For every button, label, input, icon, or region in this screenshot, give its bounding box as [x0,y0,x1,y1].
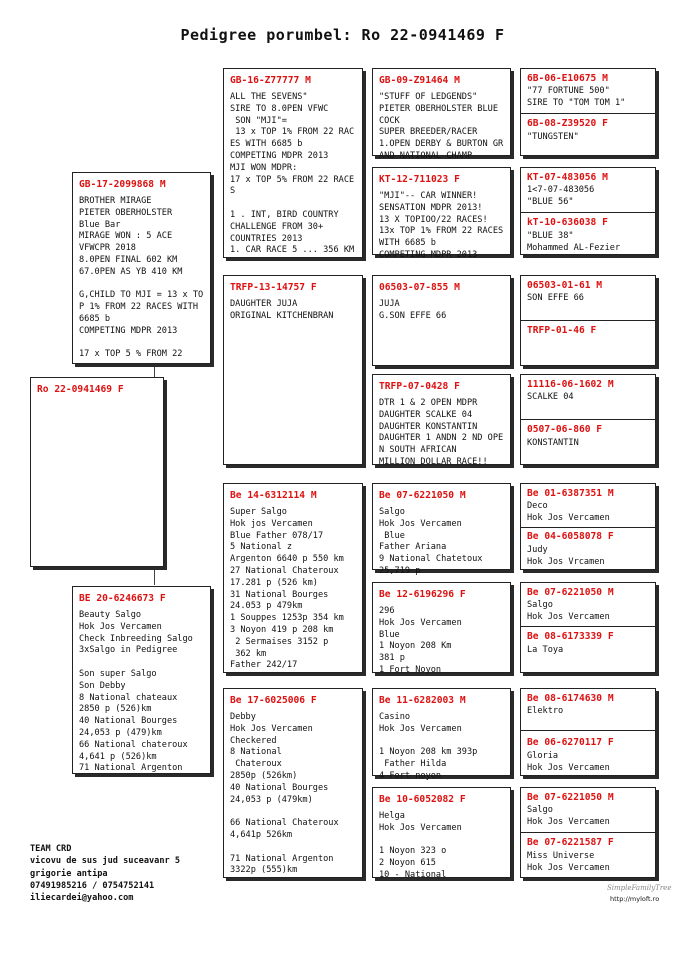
ggg-id: Be 07-6221587 F [527,837,614,848]
pair-divider [521,832,655,833]
ggg-pair-card [520,374,656,465]
grandparent-card[interactable] [223,275,363,465]
ggg-pair-card [520,68,656,156]
dam-card[interactable] [72,586,211,774]
ggg-id: Be 07-6221050 M [527,792,614,803]
pair-divider [521,730,655,731]
grandparent-text: Debby Hok Jos Vercamen Checkered 8 National Chateroux 2850p (526km) 40 National Bourges 24,053 p (479km) 66 National Chateroux 4,641p 526km 71 National Argenton 3322p (555)km [230,712,339,876]
connector-line [363,500,364,590]
ggg-id: Be 04-6058078 F [527,531,614,542]
great-grandparent-card[interactable] [372,787,511,878]
great-grandparent-text: Salgo Hok Jos Vercamen Blue Father Ariana 9 National Chatetoux 25,719 p [379,507,483,576]
grandparent-card[interactable] [223,483,363,673]
grandparent-card[interactable] [223,68,363,258]
grandparent-id: Be 14-6312114 M [230,490,317,501]
grandparent-id: Be 17-6025006 F [230,695,317,706]
great-grandparent-text: DTR 1 & 2 OPEN MDPR DAUGHTER SCALKE 04 DAUGHTER KONSTANTIN DAUGHTER 1 ANDN 2 ND OPE N SOUTH AFRICAN MILLION DOLLAR RACE!! [379,398,504,467]
ggg-id: kT-10-636038 F [527,217,608,228]
pair-divider [521,626,655,627]
ggg-id: Be 06-6270117 F [527,737,614,748]
ggg-pair-card [520,688,656,776]
subject-card[interactable] [30,377,164,567]
great-grandparent-text: 296 Hok Jos Vercamen Blue 1 Noyon 208 Km 381 p 1 Fort Noyon [379,606,462,675]
great-grandparent-id: TRFP-07-0428 F [379,381,460,392]
ggg-id: Be 07-6221050 M [527,587,614,598]
grandparent-id: GB-16-Z77777 M [230,75,311,86]
breeder-contact [30,843,180,904]
great-grandparent-text: Casino Hok Jos Vercamen 1 Noyon 208 km 393p Father Hilda 4 Fort noyon [379,712,478,781]
ggg-text: SON EFFE 66 [527,293,584,303]
great-grandparent-text: "MJI"-- CAR WINNER! SENSATION MDPR 2013! 13 X TOPIOO/22 RACES! 13x TOP 1% FROM 22 RACES WITH 6685 b COMPETING MDPR 2013 [379,191,504,260]
great-grandparent-text: Helga Hok Jos Vercamen 1 Noyon 323 o 2 Noyon 615 10 - National [379,811,462,880]
sire-id: GB-17-2099868 M [79,179,166,190]
connector-line [212,605,213,725]
ggg-id: 06503-01-61 M [527,280,603,291]
ggg-text: Judy Hok Jos Vrcamen [527,545,605,567]
great-grandparent-text: JUJA G.SON EFFE 66 [379,299,447,321]
grandparent-card[interactable] [223,688,363,878]
ggg-id: Be 08-6173339 F [527,631,614,642]
ggg-text: 1<7-07-483056 "BLUE 56" [527,185,595,207]
ggg-text: "77 FORTUNE 500" SIRE TO "TOM TOM 1" [527,86,626,108]
pair-divider [521,419,655,420]
great-grandparent-card[interactable] [372,167,511,260]
great-grandparent-id: KT-12-711023 F [379,174,460,185]
ggg-pair-card [520,582,656,673]
connector-line [154,565,155,585]
dam-text: Beauty Salgo Hok Jos Vercamen Check Inbreeding Salgo 3xSalgo in Pedigree Son super Salgo Son Debby 8 National chateaux 2850 p (526)km 40 National Bourges 24,053 p (479)km 66 National chateroux 4,641 p (526)km 71 National Argenton [79,610,193,774]
great-grandparent-card[interactable] [372,688,511,781]
ggg-pair-card [520,167,656,255]
ggg-text: Salgo Hok Jos Vercamen [527,805,610,827]
phone-line: 07491985216 / 0754752141 [30,880,155,891]
sire-card[interactable] [72,172,211,364]
grandparent-text: ALL THE SEVENS" SIRE TO 8.0PEN VFWC SON "MJI"= 13 x TOP 1% FROM 22 RAC ES WITH 6685 b COMPETING MDPR 2013 MJI WON MDPR: 17 x TOP 5% FROM 22 RACE S 1 . INT, BIRD COUNTRY CHALLENGE FROM 30+ COUNTRIES 2013 1. CAR RACE 5 ... 356 KM [230,92,355,256]
great-grandparent-text: "STUFF OF LEDGENDS" PIETER OBERHOLSTER BLUE COCK SUPER BREEDER/RACER 1.OPEN DERBY & BURTON GR AND NATIONAL CHAMP [379,92,504,161]
dam-id: BE 20-6246673 F [79,593,166,604]
ggg-id: 6B-08-Z39520 F [527,118,608,129]
pair-divider [521,320,655,321]
connector-line [363,290,364,385]
great-grandparent-card[interactable] [372,68,511,161]
connector-line [363,110,364,185]
site-url[interactable]: http://myloft.ro [610,895,660,903]
ggg-text: "TUNGSTEN" [527,132,579,142]
ggg-pair-card [520,275,656,366]
street-line: grigorie antipa [30,868,108,879]
connector-line [212,185,213,325]
ggg-text: La Toya [527,645,564,655]
great-grandparent-card[interactable] [372,582,511,673]
logo-text: SimpleFamilyTree [607,884,672,892]
pair-divider [521,527,655,528]
great-grandparent-id: GB-09-Z91464 M [379,75,460,86]
great-grandparent-id: Be 11-6282003 M [379,695,466,706]
ggg-id: 0507-06-860 F [527,424,603,435]
pair-divider [521,212,655,213]
great-grandparent-id: Be 12-6196296 F [379,589,466,600]
great-grandparent-id: Be 07-6221050 M [379,490,466,501]
great-grandparent-card[interactable] [372,483,511,576]
ggg-text: Elektro [527,706,564,716]
ggg-text: Deco Hok Jos Vercamen [527,501,610,523]
email-line: iliecardei@yahoo.com [30,893,134,904]
connector-line [363,705,364,800]
subject-id: Ro 22-0941469 F [37,384,124,395]
grandparent-text: DAUGHTER JUJA ORIGINAL KITCHENBRAN [230,299,334,321]
pair-divider [521,113,655,114]
ggg-id: KT-07-483056 M [527,172,608,183]
grandparent-id: TRFP-13-14757 F [230,282,317,293]
ggg-text: SCALKE 04 [527,392,574,402]
ggg-id: 6B-06-E10675 M [527,73,608,84]
ggg-id: TRFP-01-46 F [527,325,597,336]
great-grandparent-id: Be 10-6052082 F [379,794,466,805]
ggg-text: KONSTANTIN [527,438,579,448]
ggg-id: Be 01-6387351 M [527,488,614,499]
ggg-id: 11116-06-1602 M [527,379,614,390]
great-grandparent-id: 06503-07-855 M [379,282,460,293]
ggg-text: Gloria Hok Jos Vercamen [527,751,610,773]
ggg-pair-card [520,787,656,878]
ggg-text: Miss Universe Hok Jos Vercamen [527,851,610,873]
sire-text: BROTHER MIRAGE PIETER OBERHOLSTER Blue Bar MIRAGE WON : 5 ACE VFWCPR 2018 8.0PEN FINAL 602 KM 67.0PEN AS YB 410 KM G,CHILD TO MJI = 13 x TO P 1% FROM 22 RACES WITH 6685 b COMPETING MDPR 2013 17 x TOP 5 % FROM 22 [79,196,204,360]
great-grandparent-card[interactable] [372,374,511,465]
great-grandparent-card[interactable] [372,275,511,366]
address-line: vicovu de sus jud suceavanr 5 [30,856,181,867]
ggg-text: Salgo Hok Jos Vercamen [527,600,610,622]
ggg-id: Be 08-6174630 M [527,693,614,704]
page-title: Pedigree porumbel: Ro 22-0941469 F [180,26,505,44]
grandparent-text: Super Salgo Hok jos Vercamen Blue Father 078/17 5 National z Argenton 6640 p 550 km 27 National Chateroux 17.281 p (526 km) 31 National Bourges 24.053 p 479km 1 Souppes 1253p 354 km 3 Noyon 419 p 208 km 2 Sermaises 3152 p 362 km Father 242/17 [230,507,344,671]
ggg-pair-card [520,483,656,570]
team-name: TEAM CRD [30,844,72,854]
ggg-text: "BLUE 38" Mohammed AL-Fezier [527,231,621,253]
